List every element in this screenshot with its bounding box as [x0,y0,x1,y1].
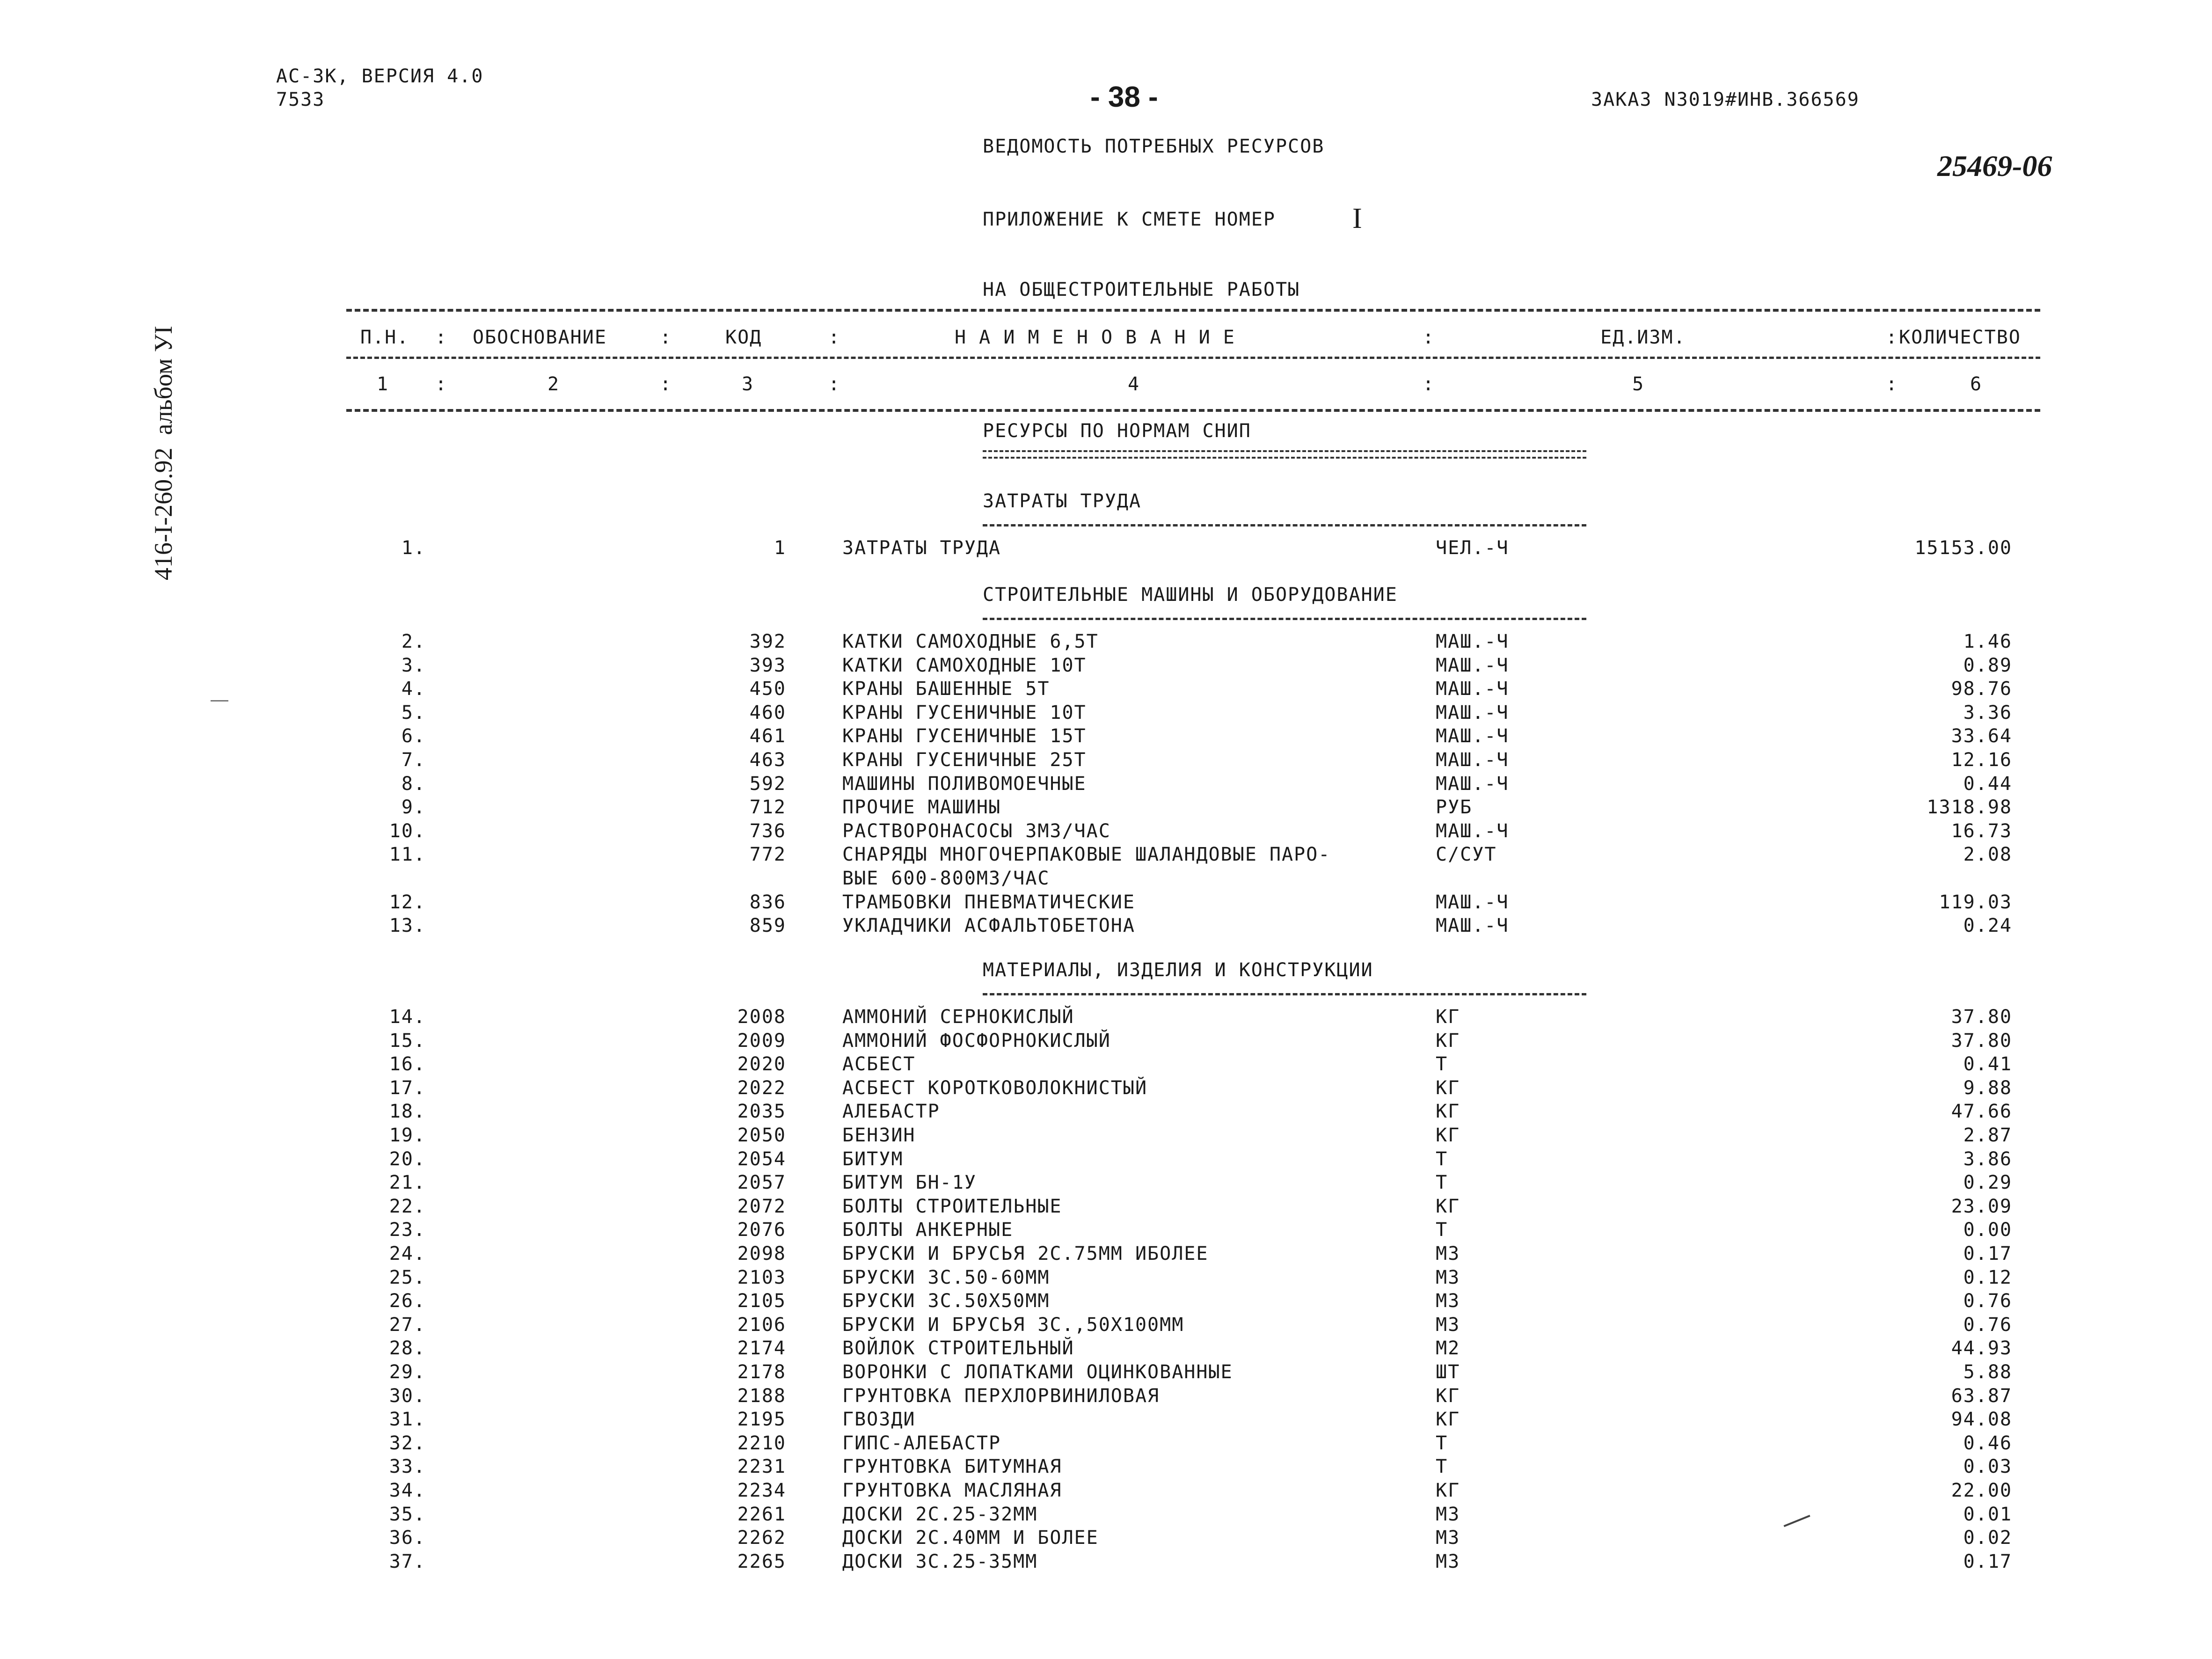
row-code: 2020 [737,1053,786,1075]
table-row [0,1101,2212,1124]
row-number: 35. [389,1503,426,1525]
row-quantity: 0.03 [1963,1456,2012,1478]
scan-mark [211,700,228,702]
table-row [0,1337,2212,1361]
table-row [0,1172,2212,1195]
row-quantity: 0.02 [1963,1527,2012,1549]
row-quantity: 33.64 [1951,725,2012,747]
row-number: 2. [401,631,426,652]
row-quantity: 23.09 [1951,1195,2012,1217]
row-code: 2106 [737,1314,786,1336]
row-unit: Т [1436,1456,1448,1478]
row-name: БОЛТЫ СТРОИТЕЛЬНЫЕ [842,1195,1062,1217]
row-number: 16. [389,1053,426,1075]
row-number: 19. [389,1125,426,1146]
appendix-title: ПРИЛОЖЕНИЕ К СМЕТЕ НОМЕР [983,209,1276,230]
row-unit: КГ [1436,1101,1460,1123]
row-code: 2022 [737,1077,786,1099]
col-pn-header: П.Н. [360,327,409,348]
row-code: 2035 [737,1101,786,1123]
table-row [0,537,2212,561]
row-quantity: 15153.00 [1914,537,2012,559]
table-row [0,725,2212,749]
row-unit: МАШ.-Ч [1436,725,1509,747]
row-code: 2076 [737,1219,786,1241]
row-name: БРУСКИ 3С.50Х50ММ [842,1290,1050,1312]
row-quantity: 0.12 [1963,1266,2012,1288]
row-unit: МАШ.-Ч [1436,654,1509,676]
row-code: 859 [749,915,786,937]
row-number: 34. [389,1480,426,1501]
col-num-6: 6 [1970,373,1983,395]
row-quantity: 1318.98 [1927,797,2012,819]
row-unit: КГ [1436,1125,1460,1146]
row-code: 2178 [737,1361,786,1383]
row-unit: КГ [1436,1006,1460,1028]
row-quantity: 0.01 [1963,1503,2012,1525]
row-code: 463 [749,749,786,771]
row-unit: М2 [1436,1337,1460,1359]
row-unit: КГ [1436,1195,1460,1217]
row-quantity: 0.76 [1963,1314,2012,1336]
row-quantity: 0.44 [1963,773,2012,795]
row-code: 392 [749,631,786,652]
section-machines-underline [983,618,1586,620]
row-unit: М3 [1436,1503,1460,1525]
row-unit: М3 [1436,1266,1460,1288]
row-code: 2050 [737,1125,786,1146]
col-name-header: Н А И М Е Н О В А Н И Е [955,327,1235,348]
row-code: 2009 [737,1030,786,1052]
row-code: 2188 [737,1385,786,1407]
table-row [0,1314,2212,1337]
row-number: 14. [389,1006,426,1028]
row-code: 2265 [737,1550,786,1572]
row-unit: МАШ.-Ч [1436,749,1509,771]
row-name: СНАРЯДЫ МНОГОЧЕРПАКОВЫЕ ШАЛАНДОВЫЕ ПАРО- [842,844,1331,866]
row-code: 2057 [737,1172,786,1194]
row-quantity: 2.87 [1963,1125,2012,1146]
row-unit: М3 [1436,1243,1460,1264]
table-row [0,1125,2212,1148]
row-name: ПРОЧИЕ МАШИНЫ [842,797,1001,819]
row-name: ГИПС-АЛЕБАСТР [842,1432,1001,1454]
table-row [0,631,2212,654]
row-name: ГРУНТОВКА БИТУМНАЯ [842,1456,1062,1478]
table-row [0,655,2212,678]
row-name: БРУСКИ 3С.50-60ММ [842,1266,1050,1288]
table-row [0,1361,2212,1385]
col-unit-header: ЕД.ИЗМ. [1600,327,1686,348]
page-number: - 38 - [1090,81,1158,113]
row-code: 772 [749,844,786,866]
table-row [0,797,2212,820]
row-number: 13. [389,915,426,937]
table-row [0,1551,2212,1574]
row-quantity: 37.80 [1951,1030,2012,1052]
row-code: 2105 [737,1290,786,1312]
row-number: 24. [389,1243,426,1264]
section-machines: СТРОИТЕЛЬНЫЕ МАШИНЫ И ОБОРУДОВАНИЕ [983,584,1398,606]
row-quantity: 9.88 [1963,1077,2012,1099]
col-num-2: 2 [548,373,560,395]
works-title: НА ОБЩЕСТРОИТЕЛЬНЫЕ РАБОТЫ [983,279,1300,300]
row-name: АММОНИЙ ФОСФОРНОКИСЛЫЙ [842,1030,1111,1052]
row-number: 30. [389,1385,426,1407]
order-number: ЗАКАЗ N3019#ИНВ.366569 [1591,89,1860,110]
row-code: 2174 [737,1337,786,1359]
header-top-rule [346,309,2040,312]
row-name: КРАНЫ ГУСЕНИЧНЫЕ 10Т [842,702,1087,724]
row-code: 712 [749,797,786,819]
row-unit: М3 [1436,1290,1460,1312]
row-name: АММОНИЙ СЕРНОКИСЛЫЙ [842,1006,1074,1028]
row-quantity: 98.76 [1951,678,2012,700]
row-number: 4. [401,678,426,700]
col-num-3: 3 [742,373,754,395]
col-sep: : [435,327,448,348]
table-row [0,1409,2212,1432]
col-sep: : [1886,373,1898,395]
row-quantity: 94.08 [1951,1409,2012,1431]
row-code: 736 [749,820,786,842]
row-number: 21. [389,1172,426,1194]
row-code: 2261 [737,1503,786,1525]
row-code: 2210 [737,1432,786,1454]
table-row [0,1148,2212,1172]
row-quantity: 0.41 [1963,1053,2012,1075]
row-number: 11. [389,844,426,866]
row-number: 1. [401,537,426,559]
table-row [0,1196,2212,1219]
table-row [0,1527,2212,1550]
col-code-header: КОД [725,327,762,348]
program-version: АС-3К, ВЕРСИЯ 4.0 [276,66,484,87]
col-sep: : [1423,327,1435,348]
row-unit: КГ [1436,1480,1460,1501]
row-unit: М3 [1436,1527,1460,1549]
table-row [0,1243,2212,1266]
row-number: 32. [389,1432,426,1454]
row-code: 2103 [737,1266,786,1288]
row-quantity: 22.00 [1951,1480,2012,1501]
row-unit: КГ [1436,1385,1460,1407]
table-row [0,1053,2212,1077]
row-unit: ШТ [1436,1361,1460,1383]
row-name: УКЛАДЧИКИ АСФАЛЬТОБЕТОНА [842,915,1135,937]
row-quantity: 0.29 [1963,1172,2012,1194]
table-row [0,749,2212,773]
row-name: АСБЕСТ [842,1053,916,1075]
row-number: 18. [389,1101,426,1123]
row-name: БИТУМ БН-1У [842,1172,977,1194]
header-mid-rule [346,357,2040,359]
row-code: 460 [749,702,786,724]
row-name: КАТКИ САМОХОДНЫЕ 10Т [842,654,1087,676]
row-unit: МАШ.-Ч [1436,773,1509,795]
row-quantity: 44.93 [1951,1337,2012,1359]
row-quantity: 2.08 [1963,844,2012,866]
row-quantity: 0.17 [1963,1243,2012,1264]
table-row [0,1504,2212,1527]
side-album-note: 416-I-260.92 альбом УI [149,326,177,580]
row-name: ДОСКИ 3С.25-35ММ [842,1550,1038,1572]
row-code: 1 [774,537,786,559]
col-sep: : [1886,327,1898,348]
row-name: МАШИНЫ ПОЛИВОМОЕЧНЫЕ [842,773,1087,795]
row-code: 2098 [737,1243,786,1264]
row-number: 7. [401,749,426,771]
appendix-number: I [1352,203,1362,234]
table-row [0,844,2212,889]
row-unit: РУБ [1436,797,1473,819]
row-name: БЕНЗИН [842,1125,916,1146]
row-unit: МАШ.-Ч [1436,915,1509,937]
row-number: 23. [389,1219,426,1241]
row-code: 461 [749,725,786,747]
table-row [0,1480,2212,1503]
row-code: 2054 [737,1148,786,1170]
row-name: АЛЕБАСТР [842,1101,940,1123]
col-qty-header: КОЛИЧЕСТВО [1899,327,2021,348]
row-quantity: 0.24 [1963,915,2012,937]
row-number: 8. [401,773,426,795]
row-unit: МАШ.-Ч [1436,678,1509,700]
section-labor: ЗАТРАТЫ ТРУДА [983,490,1142,512]
row-number: 36. [389,1527,426,1549]
row-quantity: 37.80 [1951,1006,2012,1028]
row-quantity: 0.17 [1963,1550,2012,1572]
row-name: БРУСКИ И БРУСЬЯ 3С.,50Х100ММ [842,1314,1184,1336]
row-name: КАТКИ САМОХОДНЫЕ 6,5Т [842,631,1099,652]
table-row [0,1006,2212,1030]
row-name: ВОЙЛОК СТРОИТЕЛЬНЫЙ [842,1337,1074,1359]
row-number: 20. [389,1148,426,1170]
row-quantity: 1.46 [1963,631,2012,652]
table-row [0,1385,2212,1409]
row-number: 27. [389,1314,426,1336]
row-number: 3. [401,654,426,676]
row-number: 37. [389,1550,426,1572]
row-quantity: 63.87 [1951,1385,2012,1407]
row-name: ТРАМБОВКИ ПНЕВМАТИЧЕСКИЕ [842,891,1135,913]
row-name: ГРУНТОВКА МАСЛЯНАЯ [842,1480,1062,1501]
row-number: 31. [389,1409,426,1431]
row-name: БОЛТЫ АНКЕРНЫЕ [842,1219,1014,1241]
row-code: 2008 [737,1006,786,1028]
row-quantity: 0.46 [1963,1432,2012,1454]
row-number: 28. [389,1337,426,1359]
col-num-1: 1 [377,373,389,395]
row-name: КРАНЫ ГУСЕНИЧНЫЕ 15Т [842,725,1087,747]
row-name: ДОСКИ 2С.25-32ММ [842,1503,1038,1525]
row-unit: Т [1436,1219,1448,1241]
row-number: 17. [389,1077,426,1099]
row-unit: КГ [1436,1030,1460,1052]
row-name: ГРУНТОВКА ПЕРХЛОРВИНИЛОВАЯ [842,1385,1160,1407]
row-name: ЗАТРАТЫ ТРУДА [842,537,1001,559]
table-row [0,678,2212,702]
row-quantity: 47.66 [1951,1101,2012,1123]
row-number: 15. [389,1030,426,1052]
col-sep: : [660,373,672,395]
row-unit: МАШ.-Ч [1436,820,1509,842]
row-unit: С/СУТ [1436,844,1497,866]
row-code: 2262 [737,1527,786,1549]
row-number: 26. [389,1290,426,1312]
row-code: 2231 [737,1456,786,1478]
row-name: ДОСКИ 2С.40ММ И БОЛЕЕ [842,1527,1099,1549]
section-norms: РЕСУРСЫ ПО НОРМАМ СНИП [983,420,1251,442]
row-code: 450 [749,678,786,700]
row-quantity: 0.00 [1963,1219,2012,1241]
statement-title: ВЕДОМОСТЬ ПОТРЕБНЫХ РЕСУРСОВ [983,136,1325,157]
row-quantity: 0.89 [1963,654,2012,676]
table-row [0,1219,2212,1242]
handwritten-code: 25469-06 [1937,149,2052,183]
col-sep: : [828,327,841,348]
col-sep: : [828,373,841,395]
row-name: ГВОЗДИ [842,1409,916,1431]
row-unit: КГ [1436,1077,1460,1099]
row-number: 22. [389,1195,426,1217]
row-name: РАСТВОРОНАСОСЫ 3М3/ЧАС [842,820,1111,842]
row-unit: Т [1436,1172,1448,1194]
row-unit: МАШ.-Ч [1436,702,1509,724]
table-row [0,1030,2212,1053]
row-name: КРАНЫ ГУСЕНИЧНЫЕ 25Т [842,749,1087,771]
row-number: 25. [389,1266,426,1288]
table-row [0,1077,2212,1101]
row-unit: М3 [1436,1550,1460,1572]
col-num-4: 4 [1128,373,1140,395]
section-materials-underline [983,993,1586,995]
header-bottom-rule [346,409,2040,412]
col-num-5: 5 [1632,373,1645,395]
row-unit: М3 [1436,1314,1460,1336]
row-code: 2234 [737,1480,786,1501]
col-basis-header: ОБОСНОВАНИЕ [473,327,607,348]
row-unit: МАШ.-Ч [1436,891,1509,913]
row-quantity: 3.86 [1963,1148,2012,1170]
row-name-continued: ВЫЕ 600-800М3/ЧАС [842,867,1050,889]
row-code: 836 [749,891,786,913]
row-unit: МАШ.-Ч [1436,631,1509,652]
table-row [0,915,2212,938]
row-quantity: 119.03 [1939,891,2012,913]
col-sep: : [1423,373,1435,395]
row-unit: Т [1436,1432,1448,1454]
table-row [0,702,2212,725]
row-unit: Т [1436,1148,1448,1170]
row-name: КРАНЫ БАШЕННЫЕ 5Т [842,678,1050,700]
row-code: 2195 [737,1409,786,1431]
table-row [0,1290,2212,1314]
col-sep: : [435,373,448,395]
table-row [0,820,2212,844]
row-quantity: 5.88 [1963,1361,2012,1383]
row-number: 33. [389,1456,426,1478]
row-unit: ЧЕЛ.-Ч [1436,537,1509,559]
row-quantity: 16.73 [1951,820,2012,842]
table-row [0,1456,2212,1479]
section-materials: МАТЕРИАЛЫ, ИЗДЕЛИЯ И КОНСТРУКЦИИ [983,959,1373,981]
row-code: 592 [749,773,786,795]
row-name: БРУСКИ И БРУСЬЯ 2С.75ММ ИБОЛЕЕ [842,1243,1209,1264]
row-number: 10. [389,820,426,842]
row-quantity: 12.16 [1951,749,2012,771]
row-quantity: 0.76 [1963,1290,2012,1312]
col-sep: : [660,327,672,348]
table-row [0,1267,2212,1290]
section-norms-underline [983,450,1586,459]
section-labor-underline [983,524,1586,526]
row-unit: КГ [1436,1409,1460,1431]
row-number: 6. [401,725,426,747]
row-code: 2072 [737,1195,786,1217]
row-number: 9. [401,797,426,819]
table-row [0,1432,2212,1456]
row-name: ВОРОНКИ С ЛОПАТКАМИ ОЦИНКОВАННЫЕ [842,1361,1233,1383]
table-row [0,892,2212,915]
row-number: 5. [401,702,426,724]
row-name: АСБЕСТ КОРОТКОВОЛОКНИСТЫЙ [842,1077,1148,1099]
row-unit: Т [1436,1053,1448,1075]
table-row [0,773,2212,797]
row-name: БИТУМ [842,1148,904,1170]
program-code: 7533 [276,89,325,110]
row-number: 12. [389,891,426,913]
row-number: 29. [389,1361,426,1383]
row-quantity: 3.36 [1963,702,2012,724]
row-code: 393 [749,654,786,676]
